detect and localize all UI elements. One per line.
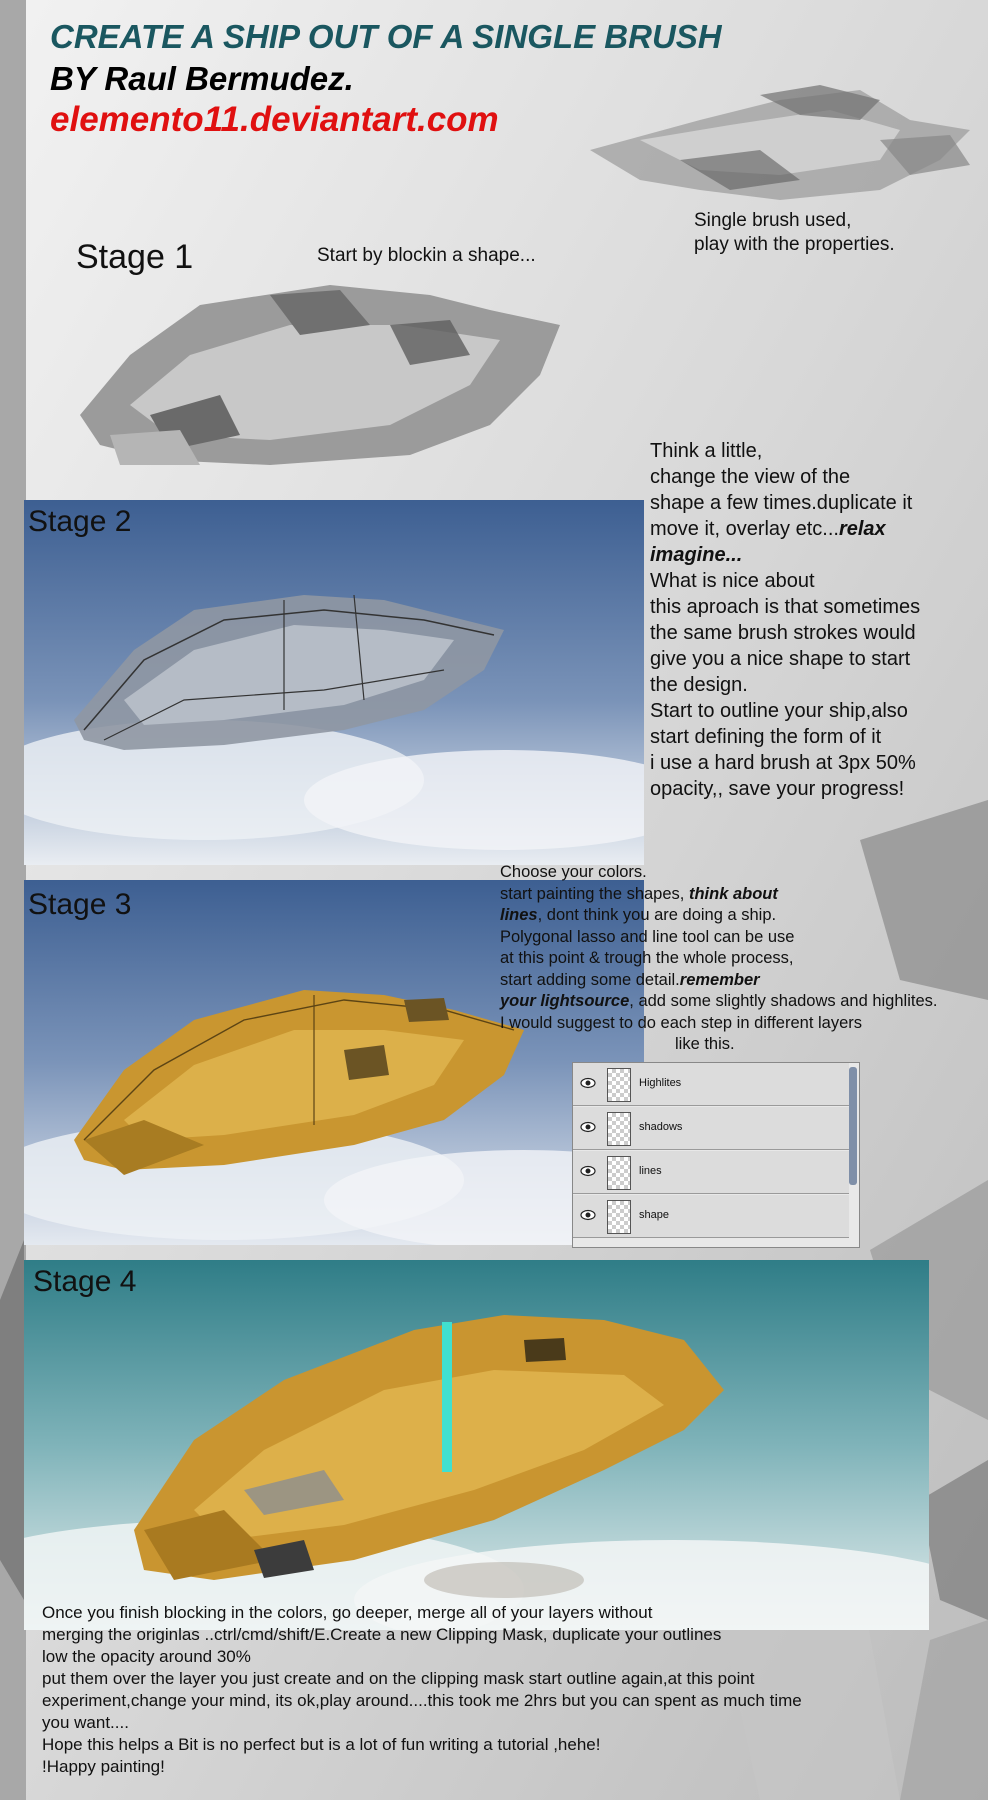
layers-palette (572, 1062, 860, 1248)
layer-thumbnail (607, 1200, 631, 1234)
layer-thumbnail (607, 1068, 631, 1102)
layer-row-shape[interactable] (573, 1195, 849, 1238)
stage2-image-panel (24, 500, 644, 865)
eye-icon[interactable] (579, 1163, 597, 1179)
stage4-label: Stage 4 (33, 1265, 137, 1298)
brush-note-line2: play with the properties. (694, 234, 895, 255)
layer-row-highlites[interactable] (573, 1063, 849, 1106)
stage3-label: Stage 3 (28, 888, 132, 921)
eye-icon[interactable] (579, 1075, 597, 1091)
page-title: CREATE A SHIP OUT OF A SINGLE BRUSH (50, 18, 722, 55)
eye-icon[interactable] (579, 1207, 597, 1223)
stage4-text: Once you finish blocking in the colors, go deeper, merge all of your layers without merging the originlas ..ctrl/cmd/shift/E.Create a new Clipping Mask, duplicate your outlines low the opacity around 30% put them over the layer you just create and on the clipping mask start outline again,at this point experiment,change your mind, its ok,play around....this took me 2hrs but you can spent as much time you want.... Hope this helps a Bit is no perfect but is a lot of fun writing a tutorial ,hehe! !Happy painting! (42, 1603, 802, 1776)
author-line: BY Raul Bermudez. (50, 60, 354, 97)
eye-icon[interactable] (579, 1119, 597, 1135)
stage3-text: Choose your colors. start painting the shapes, think about lines, dont think you are doing a ship. Polygonal lasso and line tool can be use at this point & trough the whole process, start adding some detail.remember your lightsource, add some slightly shadows and highlites. I would suggest to do each step in different layers like this. (500, 863, 938, 1053)
layer-thumbnail (607, 1112, 631, 1146)
brush-sample-image (580, 80, 980, 210)
layer-name: Highlites (639, 1077, 682, 1089)
stage1-blockin-image (70, 265, 580, 475)
layer-row-lines[interactable] (573, 1151, 849, 1194)
layer-name: lines (639, 1165, 662, 1177)
layer-name: shadows (639, 1121, 683, 1133)
layer-row-shadows[interactable] (573, 1107, 849, 1150)
stage1-caption: Start by blockin a shape... (317, 245, 536, 266)
layer-thumbnail (607, 1156, 631, 1190)
stage1-label: Stage 1 (76, 238, 194, 276)
deviantart-link[interactable]: elemento11.deviantart.com (50, 100, 499, 139)
stage2-label: Stage 2 (28, 505, 132, 538)
stage2-text: Think a little, change the view of the shape a few times.duplicate it move it, overlay etc...relax imagine... What is nice about this aproach is that sometimes the same brush strokes would give you a nice shape to start the design. Start to outline your ship,also start defining the form of it i use a hard brush at 3px 50% opacity,, save your progress! (650, 440, 921, 800)
layer-name: shape (639, 1209, 669, 1221)
layers-scrollbar[interactable] (849, 1067, 857, 1185)
stage4-image-panel (24, 1260, 929, 1630)
brush-note-line1: Single brush used, (694, 210, 852, 231)
